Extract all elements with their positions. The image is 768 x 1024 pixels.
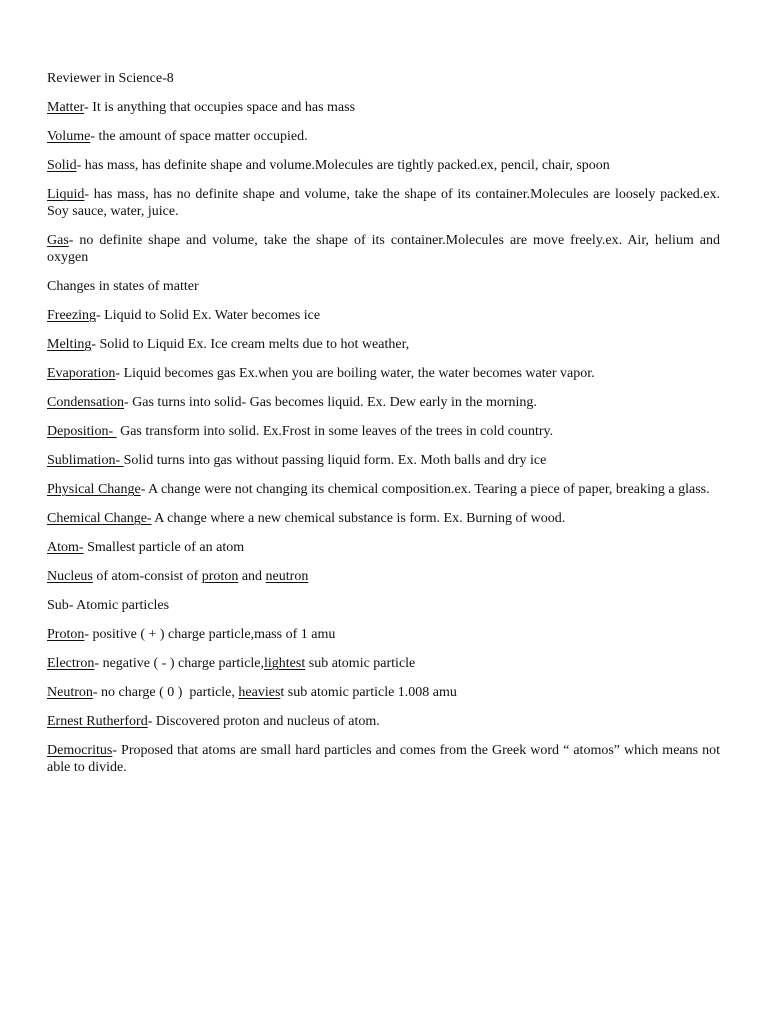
- definition-electron-2: sub atomic particle: [305, 656, 416, 671]
- term-gas: Gas: [47, 233, 69, 248]
- entry-chemical-change: [47, 510, 720, 527]
- term-melting: Melting: [47, 337, 92, 352]
- term-rutherford: Ernest Rutherford: [47, 714, 148, 729]
- section-heading-changes: Changes in states of matter: [47, 279, 199, 294]
- term-proton: Proton: [47, 627, 85, 642]
- definition-freezing: - Liquid to Solid Ex. Water becomes ice: [95, 308, 321, 323]
- entry-rutherford: [47, 713, 720, 730]
- entry-neutron: [47, 684, 720, 701]
- definition-solid: - has mass, has definite shape and volume.Molecules are tightly packed.ex, pencil, chair, spoon: [76, 158, 610, 173]
- term-proton-inline: proton: [201, 569, 239, 584]
- definition-condensation: - Gas turns into solid- Gas becomes liquid. Ex. Dew early in the morning.: [124, 395, 537, 410]
- entry-physical-change: [47, 481, 720, 498]
- term-condensation: Condensation: [47, 395, 124, 410]
- entry-evaporation: [47, 365, 720, 382]
- entry-volume: [47, 128, 720, 145]
- definition-evaporation: - Liquid becomes gas Ex.when you are boiling water, the water becomes water vapor.: [115, 366, 595, 381]
- document-title: Reviewer in Science-8: [47, 71, 174, 86]
- definition-neutron-2: t sub atomic particle 1.008 amu: [280, 685, 457, 700]
- term-neutron: Neutron: [47, 685, 93, 700]
- term-matter: Matter: [47, 100, 85, 115]
- term-liquid: Liquid: [47, 187, 85, 202]
- entry-nucleus: [47, 568, 720, 585]
- term-freezing: Freezing: [47, 308, 96, 323]
- term-chemical-change: Chemical Change-: [47, 511, 152, 526]
- definition-electron-1: - negative ( - ) charge particle,: [94, 656, 265, 671]
- definition-sublimation: Solid turns into gas without passing liquid form. Ex. Moth balls and dry ice: [123, 453, 547, 468]
- entry-matter: [47, 99, 720, 116]
- section-heading-subatomic: Sub- Atomic particles: [47, 598, 170, 613]
- entry-solid: [47, 157, 720, 174]
- entry-melting: [47, 336, 720, 353]
- definition-melting: - Solid to Liquid Ex. Ice cream melts due to hot weather,: [91, 337, 410, 352]
- term-sublimation: Sublimation-: [47, 453, 124, 468]
- document-body: [47, 70, 720, 788]
- entry-democritus: [47, 742, 720, 776]
- neutron-heaviest: heavies: [238, 685, 281, 700]
- entry-condensation: [47, 394, 720, 411]
- term-deposition: Deposition-: [47, 424, 117, 439]
- entry-proton: [47, 626, 720, 643]
- term-volume: Volume: [47, 129, 91, 144]
- term-neutron-inline: neutron: [265, 569, 309, 584]
- entry-electron: [47, 655, 720, 672]
- entry-sublimation: [47, 452, 720, 469]
- term-evaporation: Evaporation: [47, 366, 116, 381]
- definition-chemical-change: A change where a new chemical substance is form. Ex. Burning of wood.: [151, 511, 566, 526]
- electron-lightest: lightest: [264, 656, 306, 671]
- nucleus-text-1: of atom-consist of: [92, 569, 202, 584]
- definition-physical-change: - A change were not changing its chemical composition.ex. Tearing a piece of paper, breaking a glass.: [140, 482, 710, 497]
- definition-neutron-1: - no charge ( 0 ) particle,: [92, 685, 239, 700]
- entry-gas: [47, 232, 720, 266]
- term-physical-change: Physical Change: [47, 482, 141, 497]
- definition-volume: - the amount of space matter occupied.: [90, 129, 308, 144]
- definition-deposition: Gas transform into solid. Ex.Frost in some leaves of the trees in cold country.: [116, 424, 554, 439]
- definition-matter: - It is anything that occupies space and has mass: [84, 100, 356, 115]
- term-atom: Atom-: [47, 540, 84, 555]
- definition-rutherford: - Discovered proton and nucleus of atom.: [147, 714, 380, 729]
- term-nucleus: Nucleus: [47, 569, 93, 584]
- term-electron: Electron: [47, 656, 95, 671]
- term-solid: Solid: [47, 158, 77, 173]
- entry-freezing: [47, 307, 720, 324]
- definition-gas: - no definite shape and volume, take the shape of its container.Molecules are move freely.ex. Air, helium and oxygen: [47, 233, 720, 265]
- term-democritus: Democritus: [47, 743, 113, 758]
- definition-liquid: - has mass, has no definite shape and volume, take the shape of its container.Molecules are loosely packed.ex. Soy sauce, water, juice.: [47, 187, 720, 219]
- definition-proton: - positive ( + ) charge particle,mass of 1 amu: [84, 627, 336, 642]
- entry-liquid: [47, 186, 720, 220]
- entry-deposition: [47, 423, 720, 440]
- nucleus-text-2: and: [238, 569, 266, 584]
- definition-atom: Smallest particle of an atom: [83, 540, 245, 555]
- definition-democritus: - Proposed that atoms are small hard particles and comes from the Greek word “ atomos” which means not able to divide.: [47, 743, 720, 775]
- entry-atom: [47, 539, 720, 556]
